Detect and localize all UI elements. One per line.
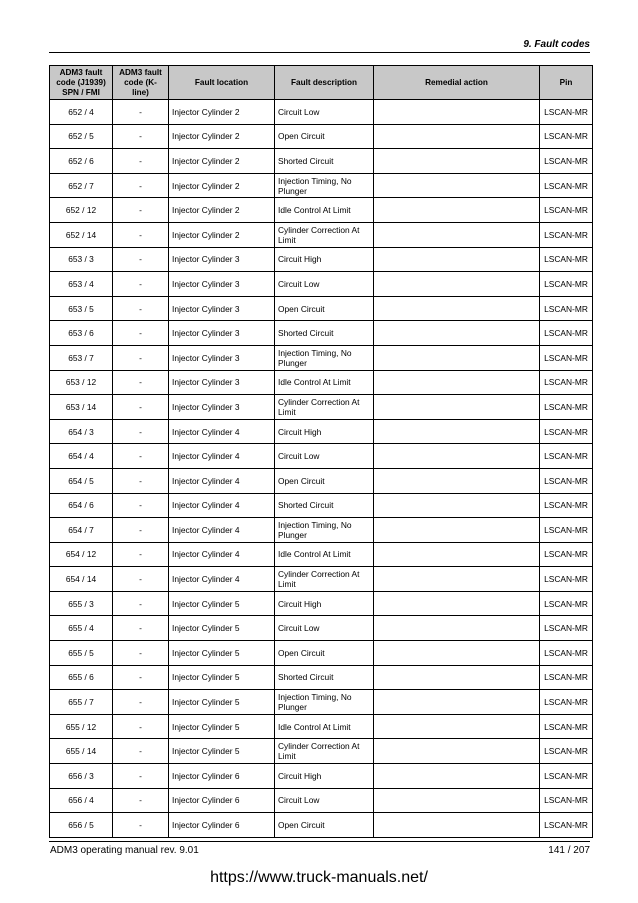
k-line-cell: -: [113, 714, 169, 739]
pin-cell: LSCAN-MR: [540, 149, 593, 174]
pin-cell: LSCAN-MR: [540, 493, 593, 518]
spn-fmi-cell: 654 / 14: [50, 567, 113, 592]
fault-description-cell: Injection Timing, No Plunger: [275, 173, 374, 198]
fault-description-cell: Idle Control At Limit: [275, 714, 374, 739]
fault-description-cell: Idle Control At Limit: [275, 198, 374, 223]
fault-location-cell: Injector Cylinder 5: [169, 714, 275, 739]
pin-cell: LSCAN-MR: [540, 124, 593, 149]
k-line-cell: -: [113, 764, 169, 789]
spn-fmi-cell: 653 / 7: [50, 345, 113, 370]
source-url-link[interactable]: https://www.truck-manuals.net/: [210, 869, 428, 886]
spn-fmi-cell: 652 / 7: [50, 173, 113, 198]
fault-location-cell: Injector Cylinder 2: [169, 222, 275, 247]
spn-fmi-cell: 655 / 3: [50, 591, 113, 616]
fault-location-cell: Injector Cylinder 5: [169, 641, 275, 666]
k-line-cell: -: [113, 616, 169, 641]
fault-description-cell: Circuit Low: [275, 100, 374, 125]
remedial-action-cell: [374, 468, 540, 493]
remedial-action-cell: [374, 813, 540, 838]
fault-description-cell: Cylinder Correction At Limit: [275, 739, 374, 764]
table-row: [50, 198, 593, 223]
pin-cell: LSCAN-MR: [540, 567, 593, 592]
spn-fmi-cell: 655 / 4: [50, 616, 113, 641]
pin-cell: LSCAN-MR: [540, 813, 593, 838]
fault-location-cell: Injector Cylinder 4: [169, 518, 275, 543]
pin-cell: LSCAN-MR: [540, 690, 593, 715]
fault-location-cell: Injector Cylinder 4: [169, 542, 275, 567]
fault-description-cell: Open Circuit: [275, 813, 374, 838]
table-row: [50, 788, 593, 813]
remedial-action-cell: [374, 542, 540, 567]
pin-cell: LSCAN-MR: [540, 714, 593, 739]
table-row: [50, 149, 593, 174]
k-line-cell: -: [113, 665, 169, 690]
pin-cell: LSCAN-MR: [540, 321, 593, 346]
table-row: [50, 591, 593, 616]
remedial-action-cell: [374, 665, 540, 690]
table-row: [50, 665, 593, 690]
table-row: [50, 764, 593, 789]
remedial-action-cell: [374, 370, 540, 395]
spn-fmi-cell: 652 / 12: [50, 198, 113, 223]
fault-location-cell: Injector Cylinder 5: [169, 690, 275, 715]
table-body: [50, 100, 593, 838]
fault-location-cell: Injector Cylinder 2: [169, 149, 275, 174]
k-line-cell: -: [113, 690, 169, 715]
k-line-cell: -: [113, 198, 169, 223]
fault-description-cell: Cylinder Correction At Limit: [275, 222, 374, 247]
remedial-action-cell: [374, 345, 540, 370]
header-row: [50, 66, 593, 100]
table-row: [50, 395, 593, 420]
fault-location-cell: Injector Cylinder 4: [169, 567, 275, 592]
table-row: [50, 124, 593, 149]
pin-cell: LSCAN-MR: [540, 395, 593, 420]
fault-description-cell: Cylinder Correction At Limit: [275, 395, 374, 420]
remedial-action-cell: [374, 222, 540, 247]
pin-cell: LSCAN-MR: [540, 296, 593, 321]
spn-fmi-cell: 653 / 14: [50, 395, 113, 420]
pin-cell: LSCAN-MR: [540, 345, 593, 370]
fault-description-cell: Shorted Circuit: [275, 493, 374, 518]
remedial-action-cell: [374, 247, 540, 272]
k-line-cell: -: [113, 321, 169, 346]
table-row: [50, 247, 593, 272]
k-line-cell: -: [113, 296, 169, 321]
table-row: [50, 321, 593, 346]
fault-location-cell: Injector Cylinder 3: [169, 370, 275, 395]
fault-description-cell: Open Circuit: [275, 468, 374, 493]
spn-fmi-cell: 652 / 4: [50, 100, 113, 125]
fault-location-cell: Injector Cylinder 3: [169, 296, 275, 321]
table-row: [50, 813, 593, 838]
remedial-action-cell: [374, 149, 540, 174]
table-row: [50, 616, 593, 641]
spn-fmi-cell: 655 / 12: [50, 714, 113, 739]
k-line-cell: -: [113, 345, 169, 370]
fault-description-cell: Open Circuit: [275, 641, 374, 666]
spn-fmi-cell: 653 / 3: [50, 247, 113, 272]
remedial-action-cell: [374, 616, 540, 641]
spn-fmi-cell: 656 / 5: [50, 813, 113, 838]
k-line-cell: -: [113, 641, 169, 666]
remedial-action-cell: [374, 739, 540, 764]
pin-cell: LSCAN-MR: [540, 419, 593, 444]
pin-cell: LSCAN-MR: [540, 272, 593, 297]
remedial-action-cell: [374, 764, 540, 789]
k-line-cell: -: [113, 100, 169, 125]
table-row: [50, 419, 593, 444]
pin-cell: LSCAN-MR: [540, 222, 593, 247]
fault-description-cell: Injection Timing, No Plunger: [275, 690, 374, 715]
spn-fmi-cell: 652 / 5: [50, 124, 113, 149]
pin-cell: LSCAN-MR: [540, 518, 593, 543]
fault-description-cell: Injection Timing, No Plunger: [275, 518, 374, 543]
fault-location-cell: Injector Cylinder 2: [169, 198, 275, 223]
remedial-action-cell: [374, 321, 540, 346]
remedial-action-cell: [374, 493, 540, 518]
pin-cell: LSCAN-MR: [540, 641, 593, 666]
spn-fmi-cell: 654 / 7: [50, 518, 113, 543]
k-line-cell: -: [113, 518, 169, 543]
column-header-remedial-action: Remedial action: [374, 66, 540, 100]
fault-location-cell: Injector Cylinder 4: [169, 493, 275, 518]
fault-description-cell: Shorted Circuit: [275, 149, 374, 174]
table-row: [50, 222, 593, 247]
column-header-spn-fmi: ADM3 fault code (J1939) SPN / FMI: [50, 66, 113, 100]
fault-location-cell: Injector Cylinder 5: [169, 616, 275, 641]
remedial-action-cell: [374, 518, 540, 543]
k-line-cell: -: [113, 247, 169, 272]
spn-fmi-cell: 653 / 5: [50, 296, 113, 321]
remedial-action-cell: [374, 395, 540, 420]
k-line-cell: -: [113, 124, 169, 149]
table-row: [50, 370, 593, 395]
remedial-action-cell: [374, 788, 540, 813]
k-line-cell: -: [113, 149, 169, 174]
k-line-cell: -: [113, 813, 169, 838]
k-line-cell: -: [113, 788, 169, 813]
k-line-cell: -: [113, 567, 169, 592]
pin-cell: LSCAN-MR: [540, 198, 593, 223]
k-line-cell: -: [113, 542, 169, 567]
remedial-action-cell: [374, 198, 540, 223]
table-row: [50, 345, 593, 370]
k-line-cell: -: [113, 173, 169, 198]
table-row: [50, 739, 593, 764]
spn-fmi-cell: 652 / 14: [50, 222, 113, 247]
table-row: [50, 518, 593, 543]
pin-cell: LSCAN-MR: [540, 665, 593, 690]
fault-location-cell: Injector Cylinder 5: [169, 739, 275, 764]
fault-location-cell: Injector Cylinder 2: [169, 173, 275, 198]
fault-location-cell: Injector Cylinder 4: [169, 419, 275, 444]
remedial-action-cell: [374, 641, 540, 666]
remedial-action-cell: [374, 690, 540, 715]
fault-description-cell: Injection Timing, No Plunger: [275, 345, 374, 370]
k-line-cell: -: [113, 739, 169, 764]
remedial-action-cell: [374, 173, 540, 198]
remedial-action-cell: [374, 296, 540, 321]
spn-fmi-cell: 653 / 12: [50, 370, 113, 395]
table-row: [50, 296, 593, 321]
fault-description-cell: Circuit High: [275, 247, 374, 272]
pin-cell: LSCAN-MR: [540, 739, 593, 764]
fault-location-cell: Injector Cylinder 6: [169, 813, 275, 838]
k-line-cell: -: [113, 395, 169, 420]
column-header-fault-location: Fault location: [169, 66, 275, 100]
spn-fmi-cell: 654 / 12: [50, 542, 113, 567]
spn-fmi-cell: 653 / 4: [50, 272, 113, 297]
remedial-action-cell: [374, 567, 540, 592]
remedial-action-cell: [374, 714, 540, 739]
pin-cell: LSCAN-MR: [540, 173, 593, 198]
table-row: [50, 468, 593, 493]
fault-location-cell: Injector Cylinder 3: [169, 345, 275, 370]
pin-cell: LSCAN-MR: [540, 444, 593, 469]
pin-cell: LSCAN-MR: [540, 764, 593, 789]
fault-location-cell: Injector Cylinder 2: [169, 100, 275, 125]
pin-cell: LSCAN-MR: [540, 616, 593, 641]
fault-code-table: [49, 65, 593, 838]
fault-location-cell: Injector Cylinder 3: [169, 321, 275, 346]
spn-fmi-cell: 654 / 4: [50, 444, 113, 469]
k-line-cell: -: [113, 419, 169, 444]
column-header-fault-description: Fault description: [275, 66, 374, 100]
k-line-cell: -: [113, 370, 169, 395]
header-rule: [49, 52, 590, 53]
footer-rule: [49, 841, 590, 842]
column-header-pin: Pin: [540, 66, 593, 100]
spn-fmi-cell: 655 / 6: [50, 665, 113, 690]
table-row: [50, 542, 593, 567]
k-line-cell: -: [113, 444, 169, 469]
remedial-action-cell: [374, 100, 540, 125]
fault-location-cell: Injector Cylinder 3: [169, 395, 275, 420]
remedial-action-cell: [374, 124, 540, 149]
fault-description-cell: Circuit High: [275, 419, 374, 444]
fault-location-cell: Injector Cylinder 6: [169, 764, 275, 789]
pin-cell: LSCAN-MR: [540, 591, 593, 616]
pin-cell: LSCAN-MR: [540, 247, 593, 272]
k-line-cell: -: [113, 222, 169, 247]
table-row: [50, 641, 593, 666]
fault-description-cell: Circuit Low: [275, 616, 374, 641]
section-header: 9. Fault codes: [523, 39, 590, 50]
fault-location-cell: Injector Cylinder 3: [169, 247, 275, 272]
k-line-cell: -: [113, 272, 169, 297]
column-header-k-line: ADM3 fault code (K-line): [113, 66, 169, 100]
fault-location-cell: Injector Cylinder 3: [169, 272, 275, 297]
spn-fmi-cell: 656 / 3: [50, 764, 113, 789]
fault-location-cell: Injector Cylinder 4: [169, 468, 275, 493]
pin-cell: LSCAN-MR: [540, 788, 593, 813]
spn-fmi-cell: 654 / 3: [50, 419, 113, 444]
table-row: [50, 567, 593, 592]
remedial-action-cell: [374, 444, 540, 469]
spn-fmi-cell: 655 / 5: [50, 641, 113, 666]
fault-description-cell: Idle Control At Limit: [275, 542, 374, 567]
pin-cell: LSCAN-MR: [540, 468, 593, 493]
fault-location-cell: Injector Cylinder 5: [169, 665, 275, 690]
fault-description-cell: Circuit Low: [275, 788, 374, 813]
pin-cell: LSCAN-MR: [540, 370, 593, 395]
fault-description-cell: Circuit High: [275, 764, 374, 789]
fault-description-cell: Cylinder Correction At Limit: [275, 567, 374, 592]
pin-cell: LSCAN-MR: [540, 100, 593, 125]
table-row: [50, 493, 593, 518]
fault-description-cell: Shorted Circuit: [275, 321, 374, 346]
spn-fmi-cell: 654 / 6: [50, 493, 113, 518]
fault-description-cell: Idle Control At Limit: [275, 370, 374, 395]
remedial-action-cell: [374, 591, 540, 616]
pin-cell: LSCAN-MR: [540, 542, 593, 567]
spn-fmi-cell: 654 / 5: [50, 468, 113, 493]
fault-location-cell: Injector Cylinder 4: [169, 444, 275, 469]
fault-location-cell: Injector Cylinder 5: [169, 591, 275, 616]
k-line-cell: -: [113, 493, 169, 518]
table-row: [50, 690, 593, 715]
table-header: [50, 66, 593, 100]
fault-description-cell: Circuit Low: [275, 272, 374, 297]
spn-fmi-cell: 652 / 6: [50, 149, 113, 174]
remedial-action-cell: [374, 419, 540, 444]
table-row: [50, 173, 593, 198]
fault-location-cell: Injector Cylinder 6: [169, 788, 275, 813]
table-row: [50, 100, 593, 125]
table-row: [50, 444, 593, 469]
fault-location-cell: Injector Cylinder 2: [169, 124, 275, 149]
spn-fmi-cell: 655 / 7: [50, 690, 113, 715]
manual-title: ADM3 operating manual rev. 9.01: [50, 845, 199, 856]
table-row: [50, 272, 593, 297]
fault-description-cell: Open Circuit: [275, 296, 374, 321]
table-row: [50, 714, 593, 739]
spn-fmi-cell: 653 / 6: [50, 321, 113, 346]
k-line-cell: -: [113, 591, 169, 616]
page-number: 141 / 207: [548, 845, 590, 856]
fault-description-cell: Shorted Circuit: [275, 665, 374, 690]
fault-description-cell: Open Circuit: [275, 124, 374, 149]
spn-fmi-cell: 656 / 4: [50, 788, 113, 813]
fault-description-cell: Circuit High: [275, 591, 374, 616]
k-line-cell: -: [113, 468, 169, 493]
remedial-action-cell: [374, 272, 540, 297]
spn-fmi-cell: 655 / 14: [50, 739, 113, 764]
fault-description-cell: Circuit Low: [275, 444, 374, 469]
